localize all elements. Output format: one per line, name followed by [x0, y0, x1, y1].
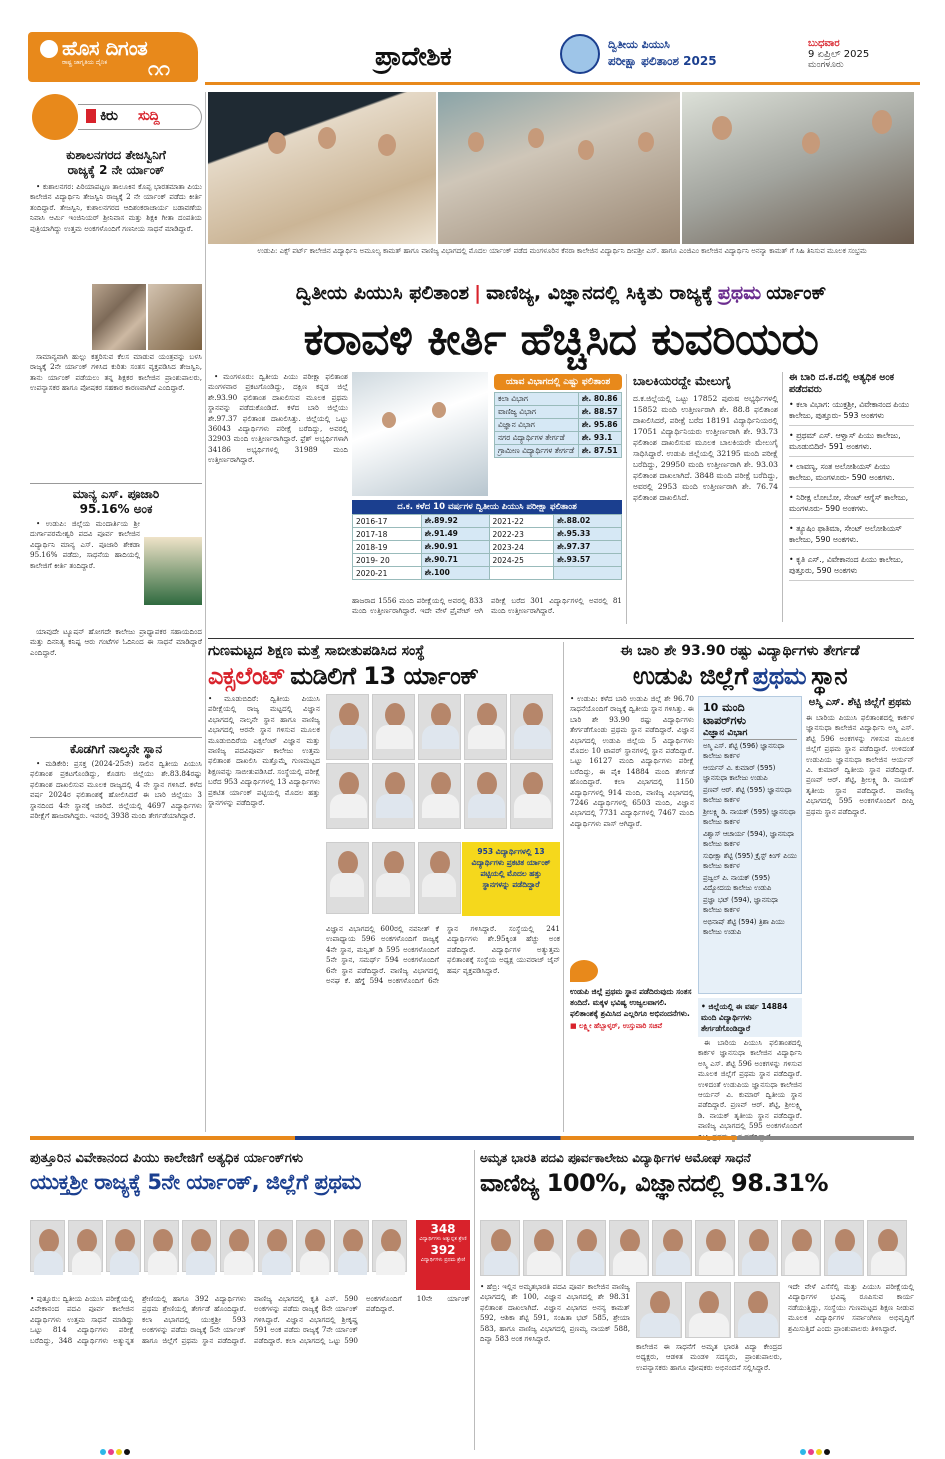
main-kicker-b: ವಾಣಿಜ್ಯ, ವಿಜ್ಞಾನದಲ್ಲಿ ಸಿಕ್ಕಿತು ರಾಜ್ಯಕ್ಕೆ	[486, 282, 713, 304]
amrutha-text-1: • ಹೆಬ್ರಿ: ಇಲ್ಲಿನ ಅಮೃತಭಾರತಿ ಪದವಿ ಪೂರ್ವ ಕಾಲೇಜಿನ ವಾಣಿಜ್ಯ ವಿಭಾಗದಲ್ಲಿ ಶೇ 100, ವಿಜ್ಞಾನ ವಿಭಾಗದಲ್ಲಿ ಶೇ 98.31 ಫಲಿತಾಂಶ ದಾಖಲಾಗಿದೆ. ವಿಜ್ಞಾನ ವಿಭಾಗದ ಅನನ್ಯ ಕಾಮತ್ 592, ಆಶಿಕಾ ಶೆಟ್ಟಿ 591, ಸಂಹಿತಾ ಭಟ್ 585, ಶ್ರೇಯಾ 583, ಹಾಗೂ ವಾಣಿಜ್ಯ ವಿಭಾಗದಲ್ಲಿ ಪ್ರಣಮ್ಯ ನಾಯಕ್ 588, ದಿವ್ಯಾ 583 ಅಂಕ ಗಳಿಸಿದ್ದಾರೆ.	[480, 1282, 630, 1344]
student-portrait	[372, 1220, 407, 1272]
masthead	[0, 0, 945, 86]
list-item: • ಪ್ರಥಮ್ ಎಸ್. ಆಳ್ವಾಸ್ ಪಿಯು ಕಾಲೇಜು, ಮೂಡುಬಿದಿರೆ- 591 ಅಂಕಗಳು.	[789, 431, 914, 457]
body-shape	[422, 873, 456, 897]
student-portrait	[30, 1220, 65, 1272]
section-title: ಪ್ರಾದೇಶಿಕ	[375, 42, 452, 72]
face-icon	[477, 703, 497, 727]
student-portrait	[510, 763, 553, 829]
body-shape	[110, 1251, 139, 1275]
udupi-note: • ಜಿಲ್ಲೆಯಲ್ಲಿ ಈ ವರ್ಷ 14884 ಮಂದಿ ವಿದ್ಯಾರ್ಥಿಗಳು ತೇರ್ಗಡೆಗೊಂಡಿದ್ದಾರೆ	[698, 998, 802, 1037]
badge1-text: ವಿದ್ಯಾರ್ಥಿಗಳು ಅತ್ಯುನ್ನತ ಶ್ರೇಣಿ	[419, 1236, 467, 1242]
left-column-rule	[205, 92, 206, 1132]
excellent-head-b: ಮಡಿಲಿಗೆ 13 ರ್ಯಾಂಕ್	[290, 662, 479, 690]
mid-divider	[208, 638, 914, 639]
body-shape	[72, 1251, 101, 1275]
student-portrait	[734, 1282, 780, 1338]
udupi-head-a: ಉಡುಪಿ ಜಿಲ್ಲೆಗೆ	[632, 662, 748, 690]
face-icon	[381, 1229, 401, 1253]
body-shape	[376, 873, 410, 897]
main-kicker-c: ಪ್ರಥಮ	[717, 282, 762, 304]
face-icon	[339, 703, 359, 727]
face-icon	[578, 140, 594, 160]
udupi-toppers-title-b: ಟಾಪರ್‌ಗಳು	[703, 714, 746, 727]
student-photo	[92, 284, 146, 350]
table-row	[353, 567, 622, 580]
main-kicker-a: ದ್ವಿತೀಯ ಪಿಯುಸಿ ಫಲಿತಾಂಶ	[295, 282, 470, 304]
story2-headline: ಮಾನ್ಯ ಎಸ್. ಪೂಜಾರಿ 95.16% ಅಂಕ	[72, 487, 160, 516]
color-strip	[30, 1136, 914, 1140]
student-portrait	[867, 1220, 907, 1276]
body-shape	[699, 1251, 733, 1275]
face-icon	[385, 772, 405, 796]
badge2-text: ವಿದ್ಯಾರ್ಥಿಗಳು ಪ್ರಥಮ ಶ್ರೇಣಿ	[420, 1257, 466, 1263]
face-icon	[153, 1229, 173, 1253]
face-icon	[268, 132, 286, 154]
face-icon	[431, 703, 451, 727]
story1-body-2: ಸಾಮಾನ್ಯವಾಗಿ ಹುಲ್ಲು ಕತ್ತರಿಸುವ ಕೆಲಸ ಮಾಡುವ ಯಂತ್ರವನ್ನು ಬಳಸಿ ರಾಜ್ಯಕ್ಕೆ 2ನೇ ರ್ಯಾಂಕ್ ಗಳಿಸಿದ ಕುರಿತು ಸಂತಸ ವ್ಯಕ್ತಪಡಿಸಿದ ತೇಜಸ್ವಿನಿ, ತಾನು ರ್ಯಾಂಕ್ ಪಡೆಯಲು ತನ್ನ ಶಿಕ್ಷಕರ ಕಾಲೇಜಿನ ಪ್ರಾಂಶುಪಾಲರು, ಉಪನ್ಯಾಸಕರ ಹಾಗೂ ಪೋಷಕರ ಸಹಕಾರ ಕಾರಣವಾಗಿದೆ ಎಂದಿದ್ದಾರೆ.	[30, 352, 202, 393]
excellent-head-a: ಎಕ್ಸಲೆಂಟ್	[208, 662, 286, 690]
body-shape	[640, 1313, 680, 1337]
table-cell: ಗ್ರಾಮೀಣ ವಿದ್ಯಾರ್ಥಿಗಳ ತೇರ್ಗಡೆ	[495, 445, 579, 458]
face-icon	[802, 132, 820, 154]
udupi-text: • ಉಡುಪಿ: ಕಳೆದ ಬಾರಿ ಉಡುಪಿ ಜಿಲ್ಲೆ ಶೇ 96.70 ಸಾಧನೆಯೊಂದಿಗೆ ರಾಜ್ಯಕ್ಕೆ ದ್ವಿತೀಯ ಸ್ಥಾನ ಗಳಿಸಿತ್ತು. ಈ ಬಾರಿ ಶೇ 93.90 ರಷ್ಟು ವಿದ್ಯಾರ್ಥಿಗಳು ತೇರ್ಗಡೆಗೊಂಡು ಪ್ರಥಮ ಸ್ಥಾನ ಪಡೆದಿದ್ದಾರೆ. ವಿಜ್ಞಾನ ವಿಭಾಗದಲ್ಲಿ ಉಡುಪಿ ಜಿಲ್ಲೆಯ 5 ವಿದ್ಯಾರ್ಥಿಗಳು ಮೊದಲ 10 ಟಾಪರ್ ಸ್ಥಾನಗಳಲ್ಲಿ ಸ್ಥಾನ ಪಡೆದಿದ್ದಾರೆ. ಒಟ್ಟು 16127 ಮಂದಿ ವಿದ್ಯಾರ್ಥಿಗಳು ಪರೀಕ್ಷೆ ಬರೆದಿದ್ದು, ಈ ಪೈಕಿ 14884 ಮಂದಿ ತೇರ್ಗಡೆ ಹೊಂದಿದ್ದಾರೆ. ಕಲಾ ವಿಭಾಗದಲ್ಲಿ 1150 ವಿದ್ಯಾರ್ಥಿಗಳಲ್ಲಿ 914 ಮಂದಿ, ವಾಣಿಜ್ಯ ವಿಭಾಗದಲ್ಲಿ 7246 ವಿದ್ಯಾರ್ಥಿಗಳಲ್ಲಿ 6503 ಮಂದಿ, ವಿಜ್ಞಾನ ವಿಭಾಗದಲ್ಲಿ 7731 ವಿದ್ಯಾರ್ಥಿಗಳಲ್ಲಿ 7467 ಮಂದಿ ವಿದ್ಯಾರ್ಥಿಗಳು ಪಾಸ್ ಆಗಿದ್ದಾರೆ.	[570, 694, 694, 828]
face-icon	[318, 127, 336, 149]
udupi-quote-text: ಉಡುಪಿ ಜಿಲ್ಲೆ ಪ್ರಥಮ ಸ್ಥಾನ ಪಡೆದಿರುವುದು ಸಂತಸ ತಂದಿದೆ. ಮಕ್ಕಳ ಭವಿಷ್ಯ ಉಜ್ವಲವಾಗಲಿ. ಫಲಿತಾಂಶಕ್ಕೆ ಶ್ರಮಿಸಿದ ಎಲ್ಲರಿಗೂ ಅಭಿನಂದನೆಗಳು.	[570, 987, 692, 1018]
student-portrait	[296, 1220, 331, 1272]
list-item: ಸುಧೀಕ್ಷಾ ಶೆಟ್ಟಿ (595) ಕ್ರೈಸ್ಟ್ ಕಿಂಗ್ ಪಿಯು ಕಾಲೇಜು ಕಾರ್ಕಳ	[703, 852, 797, 870]
table-cell: ಶೇ.91.49	[421, 528, 489, 541]
student-portrait	[372, 694, 415, 760]
body-shape	[871, 1251, 905, 1275]
table-cell	[489, 567, 554, 580]
face-icon	[385, 703, 405, 727]
list-item: ಪ್ರಜ್ಞಾ ಭಟ್ (594), ಜ್ಞಾನಸುಧಾ ಕಾಲೇಜು ಕಾರ್ಕಳ	[703, 896, 779, 914]
story1-photos	[30, 284, 202, 350]
body-shape	[338, 1251, 367, 1275]
asmi-box	[806, 696, 914, 1126]
lotus-icon	[40, 40, 58, 58]
girls-box-text: ದ.ಕ.ಜಿಲ್ಲೆಯಲ್ಲಿ ಒಟ್ಟು 17852 ಪುರುಷ ಅಭ್ಯರ್ಥಿಗಳಲ್ಲಿ 15852 ಮಂದಿ ಉತ್ತೀರ್ಣರಾಗಿ ಶೇ. 88.8 ಫಲಿತಾಂಶ ದಾಖಲಿಸಿದರೆ, ಪರೀಕ್ಷೆ ಬರೆದ 18191 ವಿದ್ಯಾರ್ಥಿನಿಯರಲ್ಲಿ 17051 ವಿದ್ಯಾರ್ಥಿನಿಯರು ಉತ್ತೀರ್ಣರಾಗಿ ಶೇ. 93.73 ಫಲಿತಾಂಶ ದಾಖಲಿಸುವ ಮೂಲಕ ಬಾಲಕಿಯರೇ ಮೇಲುಗೈ ಸಾಧಿಸಿದ್ದಾರೆ. ಉಡುಪಿ ಜಿಲ್ಲೆಯಲ್ಲಿ 32195 ಮಂದಿ ಪರೀಕ್ಷೆ ಬರೆದಿದ್ದು, 29950 ಮಂದಿ ಉತ್ತೀರ್ಣರಾಗಿ ಶೇ. 93.03 ಫಲಿತಾಂಶ ದಾಖಲಾಗಿದೆ. 3848 ಮಂದಿ ಪರೀಕ್ಷೆ ಬರೆದಿದ್ದು, ಅವರಲ್ಲಿ 2953 ಮಂದಿ ಉತ್ತೀರ್ಣರಾಗಿ ಶೇ. 76.74 ಫಲಿತಾಂಶ ದಾಖಲಿಸಿದೆ.	[633, 394, 778, 502]
table-row	[353, 554, 622, 567]
date-label: 9 ಏಪ್ರಿಲ್ 2025	[808, 49, 870, 60]
list-item: • ಕಲಾ ವಿಭಾಗ: ಯುಕ್ತಶ್ರೀ, ವಿವೇಕಾನಂದ ಪಿಯು ಕಾಲೇಜು, ಪುತ್ತೂರು- 593 ಅಂಕಗಳು	[789, 400, 914, 426]
table-cell: 2022-23	[489, 528, 554, 541]
ten-year-table	[352, 500, 622, 580]
story1-body: • ಕುಶಾಲನಗರ: ಪಿರಿಯಾಪಟ್ಟಣ ತಾಲೂಕಿನ ಕೊಪ್ಪ ಭಾರತಮಾತಾ ಪಿಯು ಕಾಲೇಜಿನ ವಿದ್ಯಾರ್ಥಿನಿ ತೇಜಸ್ವಿನಿ ರಾಜ್ಯಕ್ಕೆ 2 ನೇ ರ್ಯಾಂಕ್ ಪಡೆದು ಕೀರ್ತಿ ತಂದಿದ್ದಾರೆ. ತೇಜಸ್ವಿನಿ, ಕುಶಾಲನಗರದ ಆದಿಶಂಕರಾಚಾರ್ಯ ಬಡಾವಣೆಯ ನಿವಾಸಿ ಆರ್ಮಿ ಇಂಜಿನಿಯರ್ ಶ್ರೀನಿವಾಸ ಮತ್ತು ಶಿಕ್ಷಕಿ ಗೀತಾ ದಂಪತಿಯ ಪುತ್ರಿಯಾಗಿದ್ದು ಉತ್ತಮ ಅಂಕಗಳೊಂದಿಗೆ ಗಣನೀಯ ಸಾಧನೆ ಮಾಡಿದ್ದಾರೆ.	[30, 182, 202, 233]
kiru-suddi-header	[32, 94, 202, 140]
body-shape	[224, 1251, 253, 1275]
exam-tag-line1: ದ್ವಿತೀಯ ಪಿಯುಸಿ	[608, 38, 670, 51]
list-item: ಶ್ರೀಲಕ್ಷ್ಮಿ ಡಿ. ನಾಯಕ್ (595) ಜ್ಞಾನಸುಧಾ ಕಾಲೇಜು ಕಾರ್ಕಳ	[703, 808, 796, 826]
girls-box	[626, 374, 778, 624]
body-shape	[300, 1251, 329, 1275]
exam-tag-line2: ಪರೀಕ್ಷಾ ಫಲಿತಾಂಶ 2025	[608, 54, 717, 68]
face-icon	[338, 851, 358, 875]
photo-caption: ಉಡುಪಿ: ಎಕ್ಸ್ ಪರ್ಟ್ ಕಾಲೇಜಿನ ವಿದ್ಯಾರ್ಥಿನಿ ಅಮೂಲ್ಯ ಕಾಮತ್ ಹಾಗೂ ವಾಣಿಜ್ಯ ವಿಭಾಗದಲ್ಲಿ ಮೊದಲ ರ್ಯಾಂಕ್ ಪಡೆದ ಮಂಗಳೂರಿನ ಕೆನರಾ ಕಾಲೇಜಿನ ವಿದ್ಯಾರ್ಥಿನಿ ದೀಪಶ್ರೀ ಎಸ್. ಹಾಗೂ ಎಂಜಿಎಂ ಕಾಲೇಜಿನ ವಿದ್ಯಾರ್ಥಿನಿ ಅನನ್ಯಾ ಕಾಮತ್ ಗೆ ಸಿಹಿ ತಿನಿಸುವ ಮೂಲಕ ಸಂಭ್ರಮ	[257, 247, 867, 255]
student-portrait	[609, 1220, 649, 1276]
udupi-toppers-list	[703, 742, 797, 937]
puttur-badge	[416, 1220, 470, 1290]
table-cell: ಶೇ. 88.57	[578, 406, 621, 419]
dk-toppers-title: ಈ ಬಾರಿ ದ.ಕ.ದಲ್ಲಿ ಅತ್ಯಧಿಕ ಅಂಕ ಪಡೆದವರು	[789, 372, 895, 395]
brand-logo[interactable]	[28, 32, 198, 82]
body-shape	[422, 794, 459, 818]
face-icon	[620, 1229, 640, 1253]
face-icon	[528, 128, 544, 148]
table-cell: ಶೇ.90.71	[421, 554, 489, 567]
body-shape	[689, 1313, 729, 1337]
student-portrait	[685, 1282, 731, 1338]
student-portrait	[695, 1220, 735, 1276]
puttur-kicker: ಪುತ್ತೂರಿನ ವಿವೇಕಾನಂದ ಪಿಯು ಕಾಲೇಜಿಗೆ ಅತ್ಯಧಿಕ ರ್ಯಾಂಕ್‌ಗಳು	[30, 1151, 304, 1166]
excellent-text-2: ವಿಜ್ಞಾನ ವಿಭಾಗದಲ್ಲಿ 600ರಲ್ಲಿ ನವನೀತ್ ಕೆ ಉಪಾಧ್ಯಾಯ 596 ಅಂಕಗಳೊಂದಿಗೆ ರಾಜ್ಯಕ್ಕೆ 4ನೇ ಸ್ಥಾನ, ಮನ್ವಿತ್ ಡಿ 595 ಅಂಕಗಳೊಂದಿಗೆ 5ನೇ ಸ್ಥಾನ, ಸಮರ್ಥ್ 594 ಅಂಕಗಳೊಂದಿಗೆ 6ನೇ ಸ್ಥಾನ ಪಡೆದಿದ್ದಾರೆ. ವಾಣಿಜ್ಯ ವಿಭಾಗದಲ್ಲಿ ಅನಘ ಕೆ. ಹೆಗ್ಡೆ 594 ಅಂಕಗಳೊಂದಿಗೆ 6ನೇ ಸ್ಥಾನ ಗಳಿಸಿದ್ದಾರೆ. ಸಂಸ್ಥೆಯಲ್ಲಿ 241 ವಿದ್ಯಾರ್ಥಿಗಳು ಶೇ.95ಕ್ಕಿಂತ ಹೆಚ್ಚು ಅಂಕ ಪಡೆದಿದ್ದಾರೆ. ವಿದ್ಯಾರ್ಥಿಗಳ ಅತ್ಯುತ್ತಮ ಫಲಿತಾಂಶಕ್ಕೆ ಸಂಸ್ಥೆಯ ಅಧ್ಯಕ್ಷ ಯುವರಾಜ್ ಜೈನ್ ಹರ್ಷ ವ್ಯಕ್ತಪಡಿಸಿದ್ದಾರೆ.	[326, 924, 560, 986]
student-portrait	[182, 1220, 217, 1272]
table-cell: ಶೇ. 80.86	[578, 393, 621, 406]
asmi-title: ಅಸ್ಮಿ ಎಸ್. ಶೆಟ್ಟಿ ಜಿಲ್ಲೆಗೆ ಪ್ರಥಮ	[808, 697, 912, 708]
udupi-quote-by: ■ ಲಕ್ಷ್ಮೀ ಹೆಬ್ಬಾಳ್ಕರ್, ಉಸ್ತುವಾರಿ ಸಚಿವೆ	[570, 1022, 663, 1030]
list-item: • ನಿರೀಕ್ಷ ಲೋಬೋ, ಸೇಂಟ್ ಆಗ್ನೆಸ್ ಕಾಲೇಜು, ಮಂಗಳೂರು- 590 ಅಂಕಗಳು.	[789, 493, 914, 519]
date-block	[808, 38, 918, 70]
student-portrait	[418, 763, 461, 829]
body-shape	[330, 873, 364, 897]
udupi-text-tail: ಈ ಬಾರಿಯ ಪಿಯುಸಿ ಫಲಿತಾಂಶದಲ್ಲಿ ಕಾರ್ಕಳ ಜ್ಞಾನಸುಧಾ ಕಾಲೇಜಿನ ವಿದ್ಯಾರ್ಥಿನಿ ಅಸ್ಮಿ ಎಸ್. ಶೆಟ್ಟಿ 596 ಅಂಕಗಳನ್ನು ಗಳಿಸುವ ಮೂಲಕ ಜಿಲ್ಲೆಗೆ ಪ್ರಥಮ ಸ್ಥಾನ ಪಡೆದಿದ್ದಾರೆ. ಉಳಿದಂತೆ ಉಡುಪಿಯ ಜ್ಞಾನಸುಧಾ ಕಾಲೇಜಿನ ಆರ್ಯನ್ ವಿ. ಕುಮಾರ್ ದ್ವಿತೀಯ ಸ್ಥಾನ ಪಡೆದಿದ್ದಾರೆ. ಪ್ರಣವ್ ಆರ್. ಶೆಟ್ಟಿ, ಶ್ರೀಲಕ್ಷ್ಮಿ ಡಿ. ನಾಯಕ್ ತೃತೀಯ ಸ್ಥಾನ ಪಡೆದಿದ್ದಾರೆ. ವಾಣಿಜ್ಯ ವಿಭಾಗದಲ್ಲಿ 595 ಅಂಕಗಳೊಂದಿಗೆ	[698, 1038, 802, 1131]
excellent-rule	[563, 642, 564, 1132]
table-cell: 2017-18	[353, 528, 422, 541]
body-shape	[468, 794, 505, 818]
table-cell: ಶೇ.88.02	[554, 515, 622, 528]
body-shape	[422, 725, 459, 749]
face-icon	[378, 134, 396, 156]
udupi-toppers-title-c: ವಿಜ್ಞಾನ ವಿಭಾಗ	[703, 727, 797, 740]
list-item: ಅಭಿನಾಷ್ ಶೆಟ್ಟಿ (594) ತ್ರಿಶಾ ಪಿಯು ಕಾಲೇಜು ಉಡುಪಿ	[703, 918, 785, 936]
table-cell: ಶೇ. 87.51	[578, 445, 621, 458]
body-shape	[468, 725, 505, 749]
face-icon	[432, 402, 446, 418]
girls-box-title: ಬಾಲಕಿಯರದ್ದೇ ಮೇಲುಗೈ	[633, 374, 731, 388]
puttur-portraits	[30, 1220, 412, 1272]
table-cell: ಶೇ.90.91	[421, 541, 489, 554]
list-item: ಅಸ್ಮಿ ಎಸ್. ಶೆಟ್ಟಿ (596) ಜ್ಞಾನಸುಧಾ ಕಾಲೇಜು ಕಾರ್ಕಳ	[703, 742, 785, 760]
student-portrait	[372, 842, 415, 914]
student-portrait	[480, 1220, 520, 1276]
hand-icon	[32, 94, 78, 140]
student-portrait	[652, 1220, 692, 1276]
body-shape	[828, 1251, 862, 1275]
body-shape	[262, 1251, 291, 1275]
kiru-label-a: ಕಿರು	[100, 108, 118, 124]
body-shape	[656, 1251, 690, 1275]
body-shape	[570, 1251, 604, 1275]
main-story-tail: ಹಾಜರಾದ 1556 ಮಂದಿ ಪರೀಕ್ಷೆಯಲ್ಲಿ ಅವರಲ್ಲಿ 833 ಮಂದಿ ಉತ್ತೀರ್ಣರಾಗಿದ್ದಾರೆ. ಇದೇ ವೇಳೆ ಪ್ರೈವೇಟ್ ಆಗಿ ಪರೀಕ್ಷೆ ಬರೆದ 301 ವಿದ್ಯಾರ್ಥಿಗಳಲ್ಲಿ ಅವರಲ್ಲಿ 81 ಮಂದಿ ಉತ್ತೀರ್ಣರಾಗಿದ್ದಾರೆ.	[352, 596, 622, 616]
table-row	[495, 445, 622, 458]
brand-name: ಹೊಸ ದಿಗಂತ	[62, 36, 148, 60]
excellent-text: • ಮೂಡುಬಿದಿರೆ: ದ್ವಿತೀಯ ಪಿಯುಸಿ ಪರೀಕ್ಷೆಯಲ್ಲಿ ರಾಜ್ಯ ಮಟ್ಟದಲ್ಲಿ ವಿಜ್ಞಾನ ವಿಭಾಗದಲ್ಲಿ ನಾಲ್ಕನೇ ಸ್ಥಾನ ಹಾಗೂ ವಾಣಿಜ್ಯ ವಿಭಾಗದಲ್ಲಿ ಆರನೇ ಸ್ಥಾನ ಗಳಿಸುವ ಮೂಲಕ ಮೂಡುಬಿದಿರೆಯ ಎಕ್ಸಲೆಂಟ್ ವಿಜ್ಞಾನ ಮತ್ತು ವಾಣಿಜ್ಯ ಪದವಿಪೂರ್ವ ಕಾಲೇಜು ಉತ್ತಮ ಫಲಿತಾಂಶ ದಾಖಲಿಸಿ ಮತ್ತೊಮ್ಮೆ ಗುಣಮಟ್ಟದ ಶಿಕ್ಷಣವನ್ನು ಸಾಬೀತುಪಡಿಸಿದೆ. ಸಂಸ್ಥೆಯಲ್ಲಿ ಪರೀಕ್ಷೆ ಬರೆದ 953 ವಿದ್ಯಾರ್ಥಿಗಳಲ್ಲಿ 13 ವಿದ್ಯಾರ್ಥಿಗಳು ಪ್ರಕಟಿತ ರ್ಯಾಂಕ್ ಪಟ್ಟಿಯಲ್ಲಿ ಮೊದಲ ಹತ್ತು ಸ್ಥಾನಗಳನ್ನು ಪಡೆದಿದ್ದಾರೆ.	[208, 694, 320, 808]
badge2-num: 392	[430, 1243, 456, 1257]
student-portrait	[372, 763, 415, 829]
student-portrait	[738, 1220, 778, 1276]
face-icon	[305, 1229, 325, 1253]
story1-headline: ಕುಶಾಲನಗರದ ತೇಜಸ್ವಿನಿಗೆ ರಾಜ್ಯಕ್ಕೆ 2 ನೇ ರ್ಯಾಂಕ್	[66, 148, 166, 177]
face-icon	[523, 772, 543, 796]
left-column	[30, 148, 202, 1138]
main-headline: ಕರಾವಳಿ ಕೀರ್ತಿ ಹೆಚ್ಚಿಸಿದ ಕುವರಿಯರು	[303, 314, 819, 365]
face-icon	[749, 1229, 769, 1253]
list-item: • ತ್ಯೂಷಿಂ ಫಾತಿಮಾ, ಸೇಂಟ್ ಅಲೋಶಿಯಸ್ ಕಾಲೇಜು, 590 ಅಂಕಗಳು.	[789, 524, 914, 550]
body-shape	[330, 794, 367, 818]
ten-year-table-title: ದ.ಕ. ಕಳೆದ 10 ವರ್ಷಗಳ ದ್ವಿತೀಯ ಪಿಯುಸಿ ಪರೀಕ್ಷಾ ಫಲಿತಾಂಶ	[352, 500, 622, 514]
registration-dots	[800, 1440, 832, 1459]
table-cell: ವಿಜ್ಞಾನ ವಿಭಾಗ	[495, 419, 579, 432]
quote-icon	[570, 960, 598, 982]
main-kicker	[208, 282, 914, 310]
udupi-toppers-box	[698, 696, 802, 994]
student-portrait	[68, 1220, 103, 1272]
udupi-toppers-title-a: 10 ಮಂದಿ	[703, 701, 745, 714]
udupi-kicker: ಈ ಬಾರಿ ಶೇ 93.90 ರಷ್ಟು ವಿದ್ಯಾರ್ಥಿಗಳು ತೇರ್ಗಡೆ	[620, 643, 860, 659]
udupi-quote	[570, 960, 694, 1124]
udupi-section	[566, 642, 914, 1134]
list-item: ಪ್ರಜ್ವಲ್ ಪಿ. ನಾಯಕ್ (595) ವಿದ್ಯೋದಯ ಕಾಲೇಜು ಉಡುಪಿ	[703, 874, 772, 892]
body-shape	[514, 794, 551, 818]
body-shape	[376, 725, 413, 749]
table-cell: ಶೇ. 95.86	[578, 419, 621, 432]
udupi-headline	[566, 662, 914, 690]
face-icon	[384, 851, 404, 875]
student-portrait	[510, 694, 553, 760]
face-icon	[491, 1229, 511, 1253]
student-portrait	[326, 842, 369, 914]
student-portrait	[144, 1220, 179, 1272]
divider	[30, 483, 202, 484]
students-icon	[560, 34, 600, 74]
photo-expert-college	[208, 92, 436, 244]
student-portrait	[464, 763, 507, 829]
body-shape	[330, 725, 367, 749]
face-icon	[523, 703, 543, 727]
table-cell: ಶೇ.89.92	[421, 515, 489, 528]
student-portrait	[464, 694, 507, 760]
brand-tagline: ರಾಷ್ಟ್ರ ಜಾಗೃತಿಯ ದೈನಿಕ	[62, 59, 108, 66]
ten-year-grid	[352, 514, 622, 580]
student-portrait	[334, 1220, 369, 1272]
stream-table-title: ಯಾವ ವಿಭಾಗದಲ್ಲಿ ಎಷ್ಟು ಫಲಿತಾಂಶ	[494, 374, 622, 390]
table-cell: ಶೇ.95.33	[554, 528, 622, 541]
list-item: • ಲಾವಣ್ಯ, ಸಂತ ಅಲೋಶಿಯಸ್ ಪಿಯು ಕಾಲೇಜು, ಮಂಗಳೂರು- 590 ಅಂಕಗಳು.	[789, 462, 914, 488]
udupi-head-b: ಪ್ರಥಮ	[752, 662, 807, 690]
stream-table	[494, 392, 622, 458]
face-icon	[872, 110, 892, 134]
story2-body-2: ಯಾವುದೇ ಟ್ಯೂಷನ್ ಹೋಗದೇ ಕಾಲೇಜು ಪ್ರಾಧ್ಯಾಪಕರ ಸಹಾಯದಿಂದ ಮತ್ತು ದಿನನಿತ್ಯ ಕನಿಷ್ಟ ಆರು ಗಂಟೆಗಳ ಓದಿನಿಂದ ಈ ಸಾಧನೆ ಮಾಡಿದ್ದಾರೆ ಎಂದಿದ್ದಾರೆ.	[30, 627, 202, 657]
body-shape	[738, 1313, 778, 1337]
table-cell: ವಾಣಿಜ್ಯ ವಿಭಾಗ	[495, 406, 579, 419]
face-icon	[267, 1229, 287, 1253]
kicker-separator: |	[474, 282, 482, 304]
body-shape	[514, 725, 551, 749]
face-icon	[191, 1229, 211, 1253]
city-label: ಮಂಗಳೂರು	[808, 60, 844, 70]
badge1-num: 348	[430, 1222, 456, 1236]
kiru-label-b: ಸುದ್ದಿ	[138, 108, 160, 124]
table-cell: ಶೇ.100	[421, 567, 489, 580]
face-icon	[477, 772, 497, 796]
table-row	[353, 541, 622, 554]
face-icon	[878, 1229, 898, 1253]
photo-canara-college	[438, 92, 680, 244]
face-icon	[638, 132, 654, 152]
table-cell: 2018-19	[353, 541, 422, 554]
table-cell: 2019- 20	[353, 554, 422, 567]
main-story-lead: • ಮಂಗಳೂರು: ದ್ವಿತೀಯ ಪಿಯು ಪರೀಕ್ಷಾ ಫಲಿತಾಂಶ ಮಂಗಳವಾರ ಪ್ರಕಟಗೊಂಡಿದ್ದು, ದಕ್ಷಿಣ ಕನ್ನಡ ಜಿಲ್ಲೆ ಶೇ.93.90 ಫಲಿತಾಂಶ ದಾಖಲಿಸುವ ಮೂಲಕ ಪ್ರಥಮ ಸ್ಥಾನವನ್ನು ಪಡೆದುಕೊಂಡಿದೆ. ಕಳೆದ ಬಾರಿ ಜಿಲ್ಲೆಯು ಶೇ.97.37 ಫಲಿತಾಂಶ ದಾಖಲಿಸಿತ್ತು. ಜಿಲ್ಲೆಯಲ್ಲಿ ಒಟ್ಟು 36043 ವಿದ್ಯಾರ್ಥಿಗಳು ಪರೀಕ್ಷೆ ಬರೆದಿದ್ದು, ಅವರಲ್ಲಿ 32903 ಮಂದಿ ಉತ್ತೀರ್ಣರಾಗಿದ್ದಾರೆ. ಫ್ರೆಶ್ ಅಭ್ಯರ್ಥಿಗಳಾಗಿ 34186 ಅಭ್ಯರ್ಥಿಗಳಲ್ಲಿ 31989 ಮಂದಿ ಉತ್ತೀರ್ಣರಾಗಿದ್ದಾರೆ.	[208, 372, 348, 465]
table-row	[353, 515, 622, 528]
face-icon	[77, 1229, 97, 1253]
main-kicker-d: ರ್ಯಾಂಕ್	[766, 282, 827, 304]
bookmark-icon	[86, 109, 96, 123]
manya-photo	[144, 537, 202, 605]
puttur-section	[30, 1150, 470, 1450]
table-cell: ಶೇ.93.57	[554, 554, 622, 567]
amrutha-kicker: ಅಮೃತ ಭಾರತಿ ಪದವಿ ಪೂರ್ವಕಾಲೇಜು ವಿದ್ಯಾರ್ಥಿಗಳ ಅಮೋಘ ಸಾಧನೆ	[480, 1151, 751, 1165]
photo-family	[682, 92, 914, 244]
registration-dots	[100, 1440, 132, 1459]
body-shape	[527, 1251, 561, 1275]
dk-toppers-list	[789, 400, 914, 581]
face-icon	[712, 116, 732, 140]
table-cell: ನಗರ ವಿದ್ಯಾರ್ಥಿಗಳ ತೇರ್ಗಡೆ	[495, 432, 579, 445]
amrutha-headline: ವಾಣಿಜ್ಯ 100%, ವಿಜ್ಞಾನದಲ್ಲಿ 98.31%	[480, 1169, 829, 1197]
table-cell: ಕಲಾ ವಿಭಾಗ	[495, 393, 579, 406]
parents-photo	[148, 284, 202, 350]
excellent-section	[208, 642, 560, 1134]
body-shape	[742, 1251, 776, 1275]
amrutha-portraits-2	[636, 1282, 782, 1338]
list-item: ವಿಶ್ವಾಸ್ ಆಚಾರ್ಯ (594), ಜ್ಞಾನಸುಧಾ ಕಾಲೇಜು ಕಾರ್ಕಳ	[703, 830, 795, 848]
student-portrait	[106, 1220, 141, 1272]
day-label: ಬುಧವಾರ	[808, 38, 840, 49]
student-portrait	[220, 1220, 255, 1272]
face-icon	[792, 1229, 812, 1253]
face-icon	[663, 1229, 683, 1253]
table-cell: 2023-24	[489, 541, 554, 554]
stream-results-table	[494, 374, 622, 458]
dk-toppers-box	[782, 372, 914, 622]
story2-body: • ಉಡುಪಿ: ಜಿಲ್ಲೆಯ ಮಂದಾರ್ತಿಯ ಶ್ರೀ ದುರ್ಗಾಪರಮೇಶ್ವರಿ ಪದವಿ ಪೂರ್ವ ಕಾಲೇಜಿನ ವಿದ್ಯಾರ್ಥಿನಿ ಮಾನ್ಯ ಎಸ್. ಪೂಜಾರಿ ಶೇಕಡಾ 95.16% ಪಡೆದು, ಸಾಧನೆಯ ಹಾದಿಯಲ್ಲಿ ಕಾಲೇಜಿಗೆ ಕೀರ್ತಿ ತಂದಿದ್ದಾರೆ.	[30, 519, 140, 570]
student-portrait	[824, 1220, 864, 1276]
student-portrait	[258, 1220, 293, 1272]
exam-tag	[560, 34, 780, 78]
face-icon	[468, 132, 484, 152]
student-portrait	[326, 694, 369, 760]
student-portrait	[418, 842, 461, 914]
table-row	[495, 432, 622, 445]
face-icon	[382, 412, 396, 428]
body-shape	[186, 1251, 215, 1275]
face-icon	[39, 1229, 59, 1253]
body-shape	[613, 1251, 647, 1275]
face-icon	[343, 1229, 363, 1253]
puttur-text: • ಪುತ್ತೂರು: ದ್ವಿತೀಯ ಪಿಯುಸಿ ಪರೀಕ್ಷೆಯಲ್ಲಿ ವಿವೇಕಾನಂದ ಪದವಿ ಪೂರ್ವ ಕಾಲೇಜಿನ ವಿದ್ಯಾರ್ಥಿಗಳು ಉತ್ತಮ ಸಾಧನೆ ಮಾಡಿದ್ದು ಒಟ್ಟು 814 ವಿದ್ಯಾರ್ಥಿಗಳು ಪರೀಕ್ಷೆ ಬರೆದಿದ್ದು, 348 ವಿದ್ಯಾರ್ಥಿಗಳು ಅತ್ಯುನ್ನತ ಶ್ರೇಣಿಯಲ್ಲಿ ಹಾಗೂ 392 ವಿದ್ಯಾರ್ಥಿಗಳು ಪ್ರಥಮ ಶ್ರೇಣಿಯಲ್ಲಿ ತೇರ್ಗಡೆ ಹೊಂದಿದ್ದಾರೆ. ಕಲಾ ವಿಭಾಗದಲ್ಲಿ ಯುಕ್ತಶ್ರೀ 593 ಅಂಕಗಳನ್ನು ಪಡೆದು ರಾಜ್ಯಕ್ಕೆ 5ನೇ ರ್ಯಾಂಕ್ ಹಾಗೂ ಜಿಲ್ಲೆಗೆ ಪ್ರಥಮ ಸ್ಥಾನ ಪಡೆದಿದ್ದಾರೆ. ವಾಣಿಜ್ಯ ವಿಭಾಗದಲ್ಲಿ ಕೃತಿ ಎಸ್. 590 ಅಂಕಗಳನ್ನು ಪಡೆದು ರಾಜ್ಯಕ್ಕೆ 8ನೇ ರ್ಯಾಂಕ್ ಗಳಿಸಿದ್ದಾರೆ. ವಿಜ್ಞಾನ ವಿಭಾಗದಲ್ಲಿ ಶ್ರೀಕೃಷ್ಣ 591 ಅಂಕ ಪಡೆದು ರಾಜ್ಯಕ್ಕೆ 7ನೇ ರ್ಯಾಂಕ್ ಪಡೆದಿದ್ದಾರೆ. ಕಲಾ ವಿಭಾಗದಲ್ಲಿ ಒಟ್ಟು 590 ಅಂಕಗಳೊಂದಿಗೆ 10ನೇ ರ್ಯಾಂಕ್ ಪಡೆದಿದ್ದಾರೆ.	[30, 1294, 470, 1345]
masthead-rule	[205, 82, 920, 85]
body-shape	[785, 1251, 819, 1275]
story3-body: • ಮಡಿಕೇರಿ: ಪ್ರಸಕ್ತ (2024-25ನೇ) ಸಾಲಿನ ದ್ವಿತೀಯ ಪಿಯುಸಿ ಫಲಿತಾಂಶ ಪ್ರಕಟಗೊಂಡಿದ್ದು, ಕೊಡಗು ಜಿಲ್ಲೆಯು ಶೇ.83.84ರಷ್ಟು ಫಲಿತಾಂಶ ದಾಖಲಿಸುವ ಮೂಲಕ ರಾಜ್ಯದಲ್ಲಿ 4 ನೇ ಸ್ಥಾನ ಗಳಿಸಿದೆ. ಕಳೆದ ವರ್ಷ 2024ರ ಫಲಿತಾಂಶಕ್ಕೆ ಹೋಲಿಸಿದರೆ ಈ ಬಾರಿ ಜಿಲ್ಲೆಯು 3 ಸ್ಥಾನದಿಂದ 4ನೇ ಸ್ಥಾನಕ್ಕೆ ಜಾರಿದೆ. ಜಿಲ್ಲೆಯಲ್ಲಿ 4697 ವಿದ್ಯಾರ್ಥಿಗಳು ಪರೀಕ್ಷೆಗೆ ಹಾಜರಾಗಿದ್ದರು. ಇವರಲ್ಲಿ 3938 ಮಂದಿ ತೇರ್ಗಡೆಯಾಗಿದ್ದಾರೆ.	[30, 759, 202, 821]
story3-headline: ಕೊಡಗಿಗೆ ನಾಲ್ಕನೇ ಸ್ಥಾನ	[30, 737, 202, 757]
list-item: ಪ್ರಣವ್ ಆರ್. ಶೆಟ್ಟಿ (595) ಜ್ಞಾನಸುಧಾ ಕಾಲೇಜು ಕಾರ್ಕಳ	[703, 786, 792, 804]
excellent-badge: 953 ವಿದ್ಯಾರ್ಥಿಗಳಲ್ಲಿ 13 ವಿದ್ಯಾರ್ಥಿಗಳು ಪ್ರಕಟಿತ ರ್ಯಾಂಕ್ ಪಟ್ಟಿಯಲ್ಲಿ ಮೊದಲ ಹತ್ತು ಸ್ಥಾನಗಳನ್ನು ಪಡೆದಿದ್ದಾರೆ	[462, 842, 560, 916]
table-cell: 2024-25	[489, 554, 554, 567]
face-icon	[430, 851, 450, 875]
face-icon	[577, 1229, 597, 1253]
face-icon	[706, 1229, 726, 1253]
face-icon	[115, 1229, 135, 1253]
face-icon	[229, 1229, 249, 1253]
face-icon	[835, 1229, 855, 1253]
table-cell: 2020-21	[353, 567, 422, 580]
table-row	[495, 419, 622, 432]
table-row	[495, 406, 622, 419]
exam-hall-photo	[352, 372, 488, 496]
amrutha-text-3: ಇದೇ ವೇಳೆ ಎಸೆಸೆಲ್ಸಿ ಮತ್ತು ಪಿಯುಸಿ ಪರೀಕ್ಷೆಯಲ್ಲಿ ವಿದ್ಯಾರ್ಥಿಗಳ ಭವಿಷ್ಯ ರೂಪಿಸುವ ಕಾರ್ಯ ನಡೆಯುತ್ತಿದ್ದು, ಸಂಸ್ಥೆಯು ಗುಣಮಟ್ಟದ ಶಿಕ್ಷಣ ನೀಡುವ ಮೂಲಕ ವಿದ್ಯಾರ್ಥಿಗಳ ಸರ್ವಾಂಗೀಣ ಅಭಿವೃದ್ಧಿಗೆ ಶ್ರಮಿಸುತ್ತಿದೆ ಎಂದು ಪ್ರಾಂಶುಪಾಲರು ತಿಳಿಸಿದ್ದಾರೆ.	[788, 1282, 914, 1333]
face-icon	[534, 1229, 554, 1253]
face-icon	[650, 1291, 670, 1315]
table-cell	[554, 567, 622, 580]
student-portrait	[636, 1282, 682, 1338]
body-shape	[148, 1251, 177, 1275]
table-cell: ಶೇ. 93.1	[578, 432, 621, 445]
amrutha-text-2: ಕಾಲೇಜಿನ ಈ ಸಾಧನೆಗೆ ಅಮೃತ ಭಾರತಿ ವಿದ್ಯಾ ಕೇಂದ್ರದ ಅಧ್ಯಕ್ಷರು, ಆಡಳಿತ ಮಂಡಳಿ ಸದಸ್ಯರು, ಪ್ರಾಂಶುಪಾಲರು, ಉಪನ್ಯಾಸಕರು ಹಾಗೂ ಪೋಷಕರು ಅಭಿನಂದನೆ ಸಲ್ಲಿಸಿದ್ದಾರೆ.	[636, 1342, 782, 1372]
face-icon	[699, 1291, 719, 1315]
page-number: ೧೧	[148, 56, 170, 80]
puttur-headline: ಯುಕ್ತಶ್ರೀ ರಾಜ್ಯಕ್ಕೆ 5ನೇ ರ್ಯಾಂಕ್, ಜಿಲ್ಲೆಗೆ ಪ್ರಥಮ	[30, 1170, 361, 1194]
body-shape	[34, 1251, 63, 1275]
story2-block	[30, 517, 202, 627]
face-icon	[748, 1291, 768, 1315]
student-portrait	[781, 1220, 821, 1276]
bottom-rule	[474, 1150, 475, 1450]
table-row	[353, 528, 622, 541]
table-cell: ಶೇ.97.37	[554, 541, 622, 554]
face-icon	[339, 772, 359, 796]
body-shape	[376, 794, 413, 818]
table-cell: 2021-22	[489, 515, 554, 528]
student-portrait	[418, 694, 461, 760]
body-shape	[376, 1251, 405, 1275]
student-portrait	[326, 763, 369, 829]
excellent-kicker: ಗುಣಮಟ್ಟದ ಶಿಕ್ಷಣ ಮತ್ತೆ ಸಾಬೀತುಪಡಿಸಿದ ಸಂಸ್ಥೆ	[208, 643, 425, 659]
amrutha-section	[480, 1150, 914, 1450]
asmi-text: ಈ ಬಾರಿಯ ಪಿಯುಸಿ ಫಲಿತಾಂಶದಲ್ಲಿ ಕಾರ್ಕಳ ಜ್ಞಾನಸುಧಾ ಕಾಲೇಜಿನ ವಿದ್ಯಾರ್ಥಿನಿ ಅಸ್ಮಿ ಎಸ್. ಶೆಟ್ಟಿ 596 ಅಂಕಗಳನ್ನು ಗಳಿಸುವ ಮೂಲಕ ಜಿಲ್ಲೆಗೆ ಪ್ರಥಮ ಸ್ಥಾನ ಪಡೆದಿದ್ದಾರೆ. ಉಳಿದಂತೆ ಉಡುಪಿಯ ಜ್ಞಾನಸುಧಾ ಕಾಲೇಜಿನ ಆರ್ಯನ್ ವಿ. ಕುಮಾರ್ ದ್ವಿತೀಯ ಸ್ಥಾನ ಪಡೆದಿದ್ದಾರೆ. ಪ್ರಣವ್ ಆರ್. ಶೆಟ್ಟಿ, ಶ್ರೀಲಕ್ಷ್ಮಿ ಡಿ. ನಾಯಕ್ ತೃತೀಯ ಸ್ಥಾನ ಪಡೆದಿದ್ದಾರೆ. ವಾಣಿಜ್ಯ ವಿಭಾಗದಲ್ಲಿ 595 ಅಂಕಗಳೊಂದಿಗೆ ದೀಪ್ತಿ ಪ್ರಥಮ ಸ್ಥಾನ ಪಡೆದಿದ್ದಾರೆ.	[806, 713, 914, 816]
table-row	[495, 393, 622, 406]
udupi-head-c: ಸ್ಥಾನ	[811, 662, 848, 690]
body-shape	[484, 1251, 518, 1275]
face-icon	[431, 772, 451, 796]
amrutha-portraits	[480, 1220, 914, 1276]
excellent-headline	[208, 662, 560, 690]
student-portrait	[566, 1220, 606, 1276]
list-item: ಆರ್ಯನ್ ವಿ. ಕುಮಾರ್ (595) ಜ್ಞಾನಸುಧಾ ಕಾಲೇಜು ಉಡುಪಿ	[703, 764, 776, 782]
student-portrait	[523, 1220, 563, 1276]
table-cell: 2016-17	[353, 515, 422, 528]
list-item: • ಕೃತಿ ಎಸ್., ವಿವೇಕಾನಂದ ಪಿಯು ಕಾಲೇಜು, ಪುತ್ತೂರು, 590 ಅಂಕಗಳು	[789, 555, 914, 581]
